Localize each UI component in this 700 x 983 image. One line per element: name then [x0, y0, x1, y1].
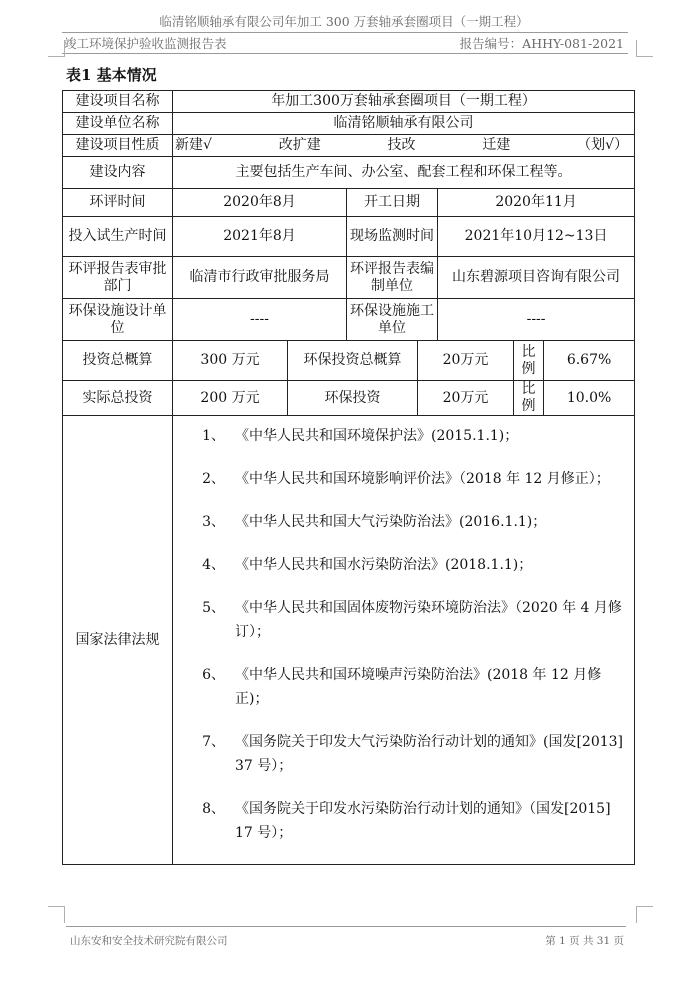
crop-mark — [636, 906, 653, 923]
option-mark: （划√） — [577, 137, 629, 153]
list-item: 3、 《中华人民共和国大气污染防治法》(2016.1.1)； — [202, 514, 547, 530]
option-expand: 改扩建 — [278, 137, 321, 153]
compiler-value: 山东碧源项目咨询有限公司 — [438, 257, 635, 299]
construction-unit-value: ---- — [438, 299, 635, 341]
cell-label: 环保投资总概算 — [288, 341, 418, 381]
basic-info-table — [62, 90, 635, 865]
cell-label: 环评报告表审批部门 — [63, 257, 173, 299]
cell-label: 环保投资 — [288, 381, 418, 416]
table-title: 表1 基本情况 — [66, 66, 157, 84]
unit-name-value: 临清铭顺轴承有限公司 — [173, 113, 635, 135]
cell-label: 比例 — [514, 381, 544, 416]
env-budget-value: 20万元 — [418, 341, 514, 381]
table-row — [63, 416, 635, 865]
content-value: 主要包括生产车间、办公室、配套工程和环保工程等。 — [173, 157, 635, 189]
header-subtitle-row — [64, 34, 624, 52]
crop-mark — [48, 906, 65, 923]
budget-value: 300 万元 — [173, 341, 288, 381]
cell-label: 投资总概算 — [63, 341, 173, 381]
cell-label: 现场监测时间 — [347, 217, 438, 257]
cell-label: 环评时间 — [63, 189, 173, 217]
cell-label: 建设项目名称 — [63, 91, 173, 113]
cell-label: 开工日期 — [347, 189, 438, 217]
cell-label: 比例 — [514, 341, 544, 381]
monitor-time-value: 2021年10月12~13日 — [438, 217, 635, 257]
footer-divider — [66, 926, 626, 927]
trial-time-value: 2021年8月 — [173, 217, 347, 257]
cell-label: 环保设施施工单位 — [347, 299, 438, 341]
table-row — [63, 299, 635, 341]
design-unit-value: ---- — [173, 299, 347, 341]
footer-organization: 山东安和安全技术研究院有限公司 — [70, 935, 228, 947]
table-row — [63, 91, 635, 113]
cell-label: 建设内容 — [63, 157, 173, 189]
cell-label: 投入试生产时间 — [63, 217, 173, 257]
cell-label: 建设单位名称 — [63, 113, 173, 135]
list-item: 5、 《中华人民共和国固体废物污染环境防治法》（2020 年 4 月修订）； — [202, 600, 622, 640]
table-row — [63, 341, 635, 381]
laws-list — [173, 416, 635, 865]
report-number: 报告编号：AHHY-081-2021 — [459, 36, 624, 51]
cell-label: 环评报告表编制单位 — [347, 257, 438, 299]
table-row — [63, 113, 635, 135]
header-divider-top — [62, 32, 628, 33]
crop-mark — [636, 40, 653, 57]
cell-label: 实际总投资 — [63, 381, 173, 416]
header-divider-bottom — [62, 53, 628, 54]
start-date-value: 2020年11月 — [438, 189, 635, 217]
list-item: 4、 《中华人民共和国水污染防治法》(2018.1.1)； — [202, 557, 533, 573]
list-item: 8、 《国务院关于印发水污染防治行动计划的通知》（国发[2015] 17 号）； — [202, 801, 611, 841]
cell-label: 环保设施设计单位 — [63, 299, 173, 341]
list-item: 6、 《中华人民共和国环境噪声污染防治法》(2018 年 12 月修正)； — [202, 667, 602, 707]
table-row — [63, 189, 635, 217]
laws-label: 国家法律法规 — [63, 416, 173, 865]
cell-label: 建设项目性质 — [63, 135, 173, 157]
list-item: 1、 《中华人民共和国环境保护法》(2015.1.1)； — [202, 428, 519, 444]
approval-dept-value: 临清市行政审批服务局 — [173, 257, 347, 299]
env-invest-value: 20万元 — [418, 381, 514, 416]
table-row — [63, 217, 635, 257]
crop-mark — [48, 40, 65, 57]
project-nature-options — [173, 135, 635, 157]
table-row — [63, 257, 635, 299]
budget-ratio-value: 6.67% — [544, 341, 635, 381]
option-new: 新建√ — [175, 137, 212, 153]
project-name-value: 年加工300万套轴承套圈项目（一期工程） — [173, 91, 635, 113]
report-type: 竣工环境保护验收监测报告表 — [64, 36, 227, 51]
table-row — [63, 381, 635, 416]
option-relocate: 迁建 — [482, 137, 511, 153]
actual-invest-value: 200 万元 — [173, 381, 288, 416]
list-item: 2、 《中华人民共和国环境影响评价法》（2018 年 12 月修正）； — [202, 471, 610, 487]
header-title: 临清铭顺轴承有限公司年加工 300 万套轴承套圈项目（一期工程） — [159, 14, 529, 29]
list-item: 7、 《国务院关于印发大气污染防治行动计划的通知》(国发[2013] 37 号）； — [202, 734, 624, 774]
page-number: 第 1 页 共 31 页 — [545, 935, 624, 947]
table-row — [63, 135, 635, 157]
option-upgrade: 技改 — [387, 137, 416, 153]
eia-time-value: 2020年8月 — [173, 189, 347, 217]
actual-ratio-value: 10.0% — [544, 381, 635, 416]
table-row — [63, 157, 635, 189]
